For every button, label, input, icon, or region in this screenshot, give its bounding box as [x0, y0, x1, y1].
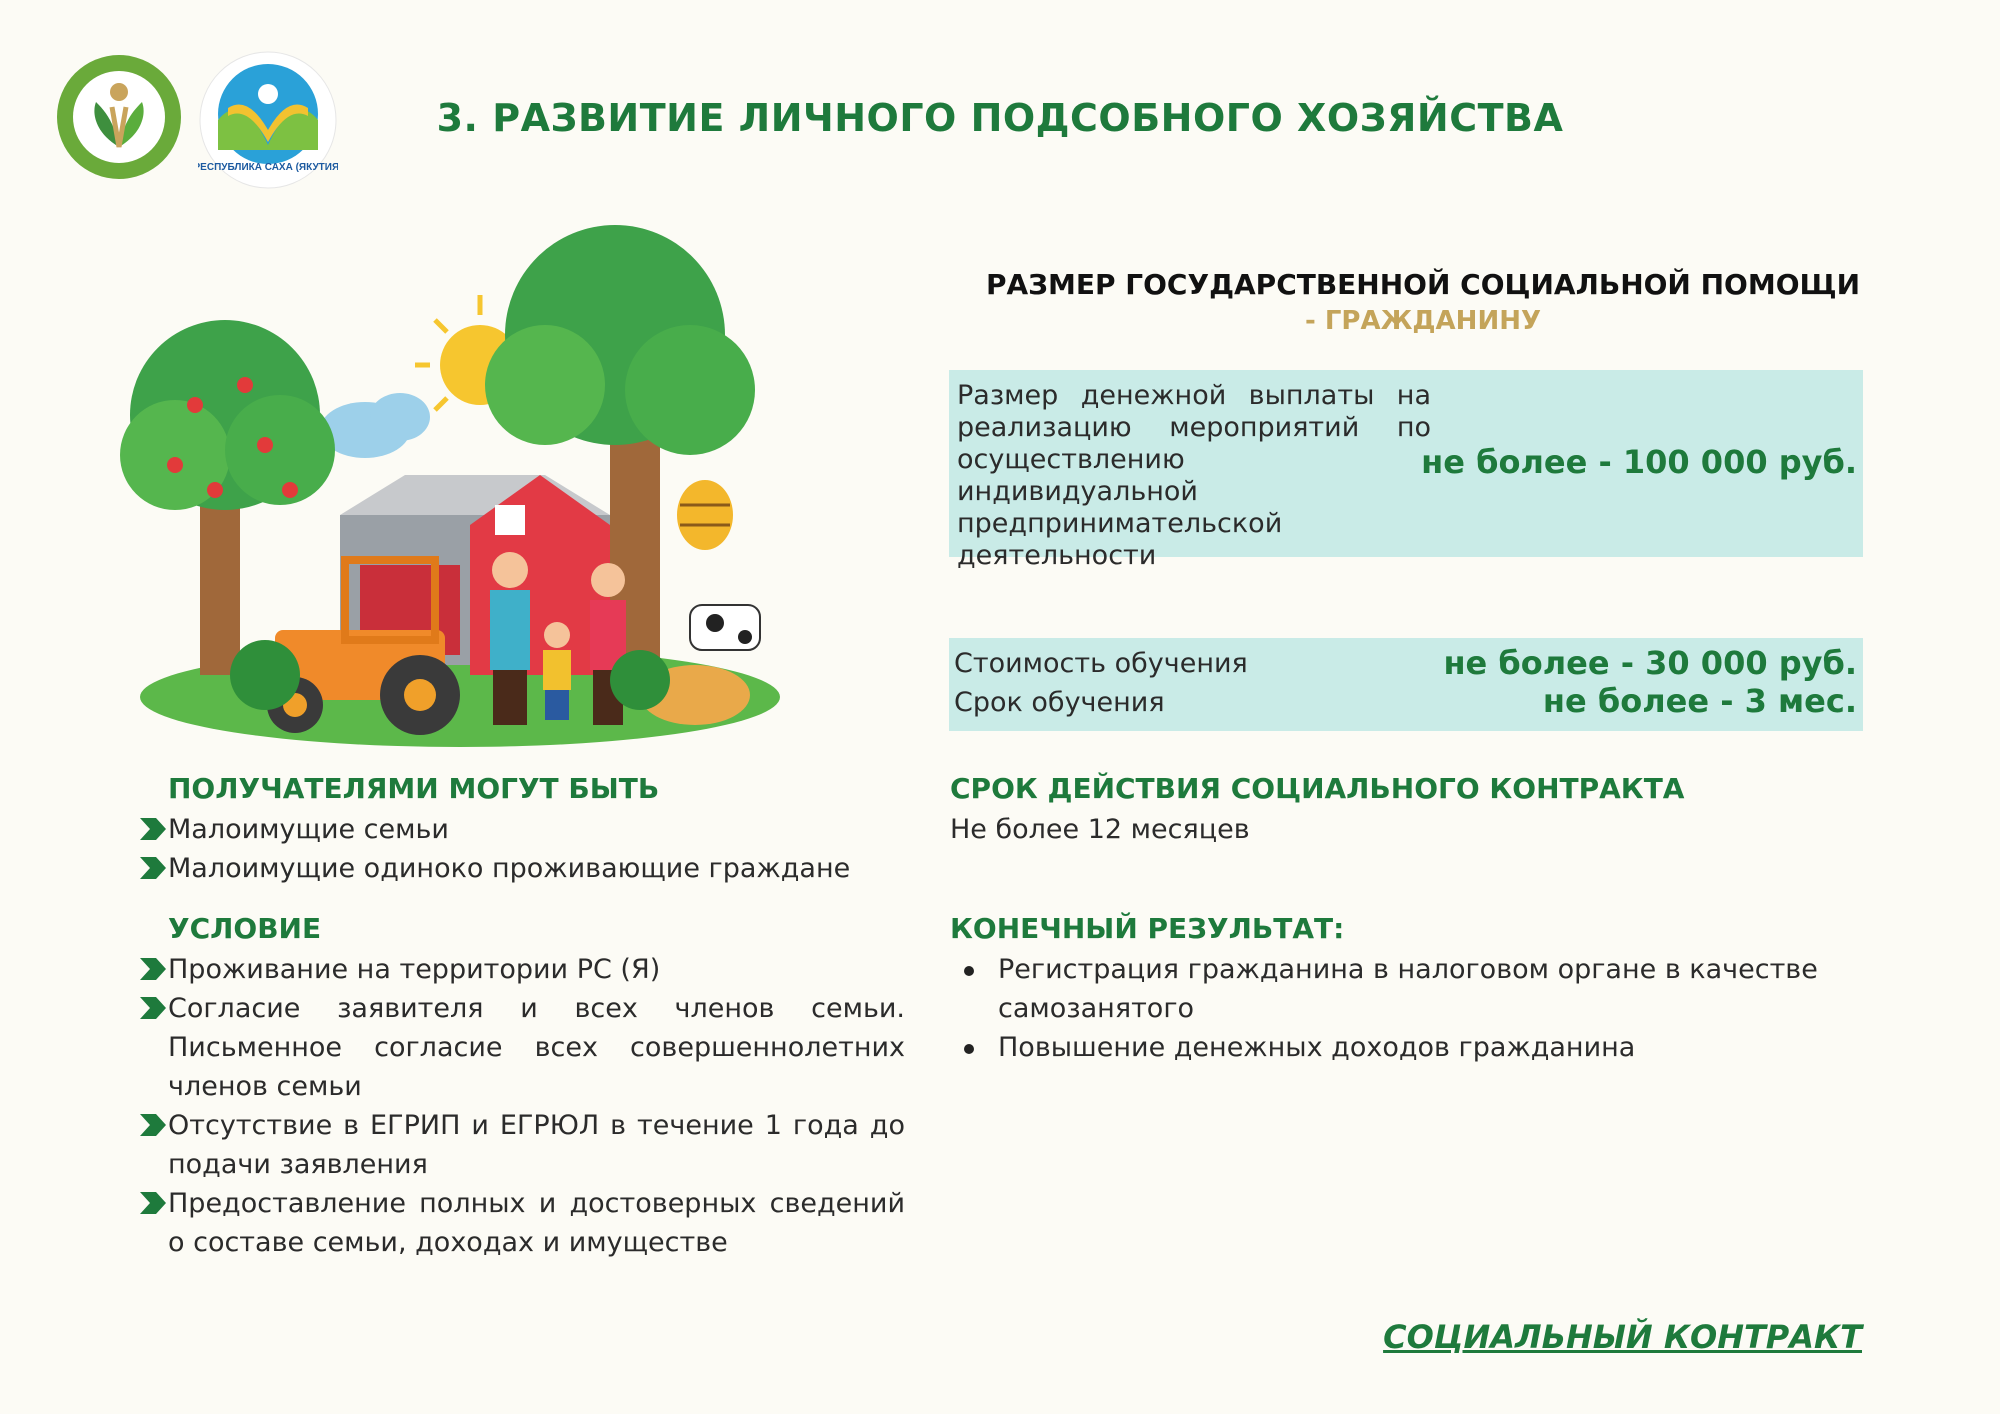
contract-term-heading: СРОК ДЕЙСТВИЯ СОЦИАЛЬНОГО КОНТРАКТА: [950, 772, 1685, 805]
bullet-icon: [964, 966, 974, 976]
logo-left: [54, 52, 184, 182]
list-item: Повышение денежных доходов гражданина: [958, 1028, 1838, 1067]
training-box: [949, 638, 1863, 731]
training-term-label: Срок обучения: [954, 687, 1165, 718]
recipients-heading: ПОЛУЧАТЕЛЯМИ МОГУТ БЫТЬ: [168, 772, 660, 805]
list-item: Малоимущие семьи: [140, 810, 905, 849]
logo-right-caption: РЕСПУБЛИКА САХА (ЯКУТИЯ): [198, 162, 338, 173]
list-item: Малоимущие одиноко проживающие граждане: [140, 849, 905, 888]
training-term-value: не более - 3 мес.: [1542, 682, 1857, 720]
arrow-icon: [140, 1114, 168, 1136]
payment-box: [949, 370, 1863, 571]
footer-label: СОЦИАЛЬНЫЙ КОНТРАКТ: [1383, 1318, 1862, 1356]
bullet-icon: [964, 1044, 974, 1054]
payment-description: Размер денежной выплаты на реализацию мероприятий по осуществлению индивидуальной предпринимательской деятельности: [957, 380, 1431, 571]
result-heading: КОНЕЧНЫЙ РЕЗУЛЬТАТ:: [950, 912, 1345, 945]
list-item: Отсутствие в ЕГРИП и ЕГРЮЛ в течение 1 года до подачи заявления: [140, 1106, 905, 1184]
list-item: Регистрация гражданина в налоговом органе в качестве самозанятого: [958, 950, 1838, 1028]
list-item: Предоставление полных и достоверных сведений о составе семьи, доходах и имуществе: [140, 1184, 905, 1262]
arrow-icon: [140, 857, 168, 879]
aid-subtitle: - ГРАЖДАНИНУ: [1304, 306, 1542, 336]
contract-term-value: Не более 12 месяцев: [950, 814, 1250, 845]
training-cost-label: Стоимость обучения: [954, 648, 1248, 679]
farm-illustration: [115, 205, 815, 765]
training-cost-value: не более - 30 000 руб.: [1443, 644, 1857, 682]
conditions-heading: УСЛОВИЕ: [168, 912, 322, 945]
page-title: 3. РАЗВИТИЕ ЛИЧНОГО ПОДСОБНОГО ХОЗЯЙСТВА: [436, 96, 1564, 140]
payment-value: не более - 100 000 руб.: [1421, 443, 1857, 481]
arrow-icon: [140, 958, 168, 980]
arrow-icon: [140, 1192, 168, 1214]
list-item: Согласие заявителя и всех членов семьи. Письменное согласие всех совершеннолетних членов семьи: [140, 989, 905, 1106]
arrow-icon: [140, 818, 168, 840]
list-item: Проживание на территории РС (Я): [140, 950, 905, 989]
aid-title: РАЗМЕР ГОСУДАРСТВЕННОЙ СОЦИАЛЬНОЙ ПОМОЩИ: [985, 268, 1861, 301]
arrow-icon: [140, 997, 168, 1019]
